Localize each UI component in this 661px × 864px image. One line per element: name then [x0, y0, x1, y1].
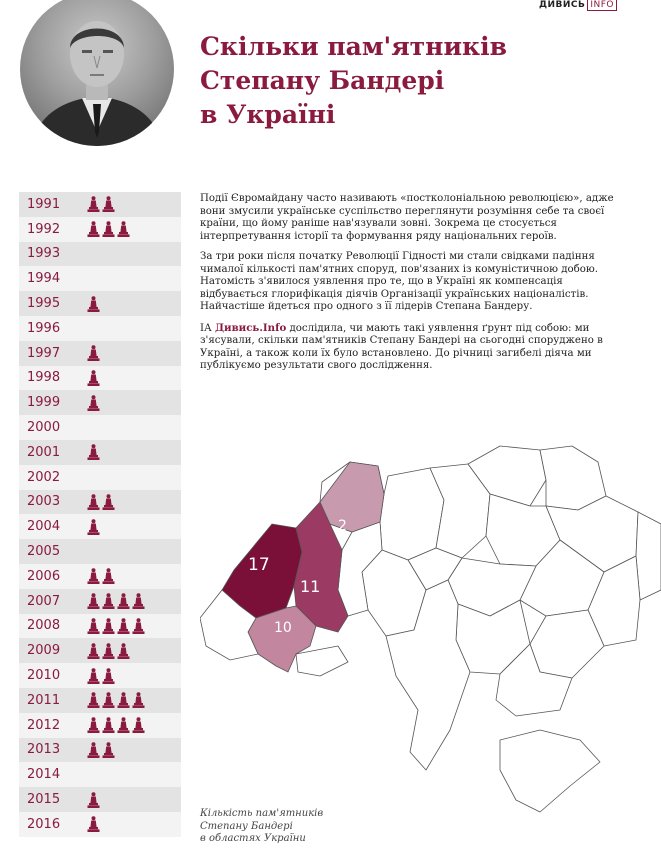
- monument-icon: [102, 568, 115, 584]
- brand-suffix: INFO: [587, 0, 617, 11]
- year-label: 2001: [27, 444, 61, 460]
- year-label: 1992: [27, 221, 61, 237]
- year-label: 2005: [27, 544, 61, 560]
- year-row: [19, 787, 181, 812]
- monument-icon: [102, 494, 115, 510]
- monument-icon: [132, 717, 145, 733]
- year-row: [19, 688, 181, 713]
- year-row: [19, 242, 181, 267]
- monument-count: [87, 692, 145, 708]
- page-title: [200, 30, 620, 132]
- monument-icon: [87, 444, 100, 460]
- monument-count: [87, 444, 100, 460]
- year-timeline: [19, 192, 181, 837]
- oblast-zaporizhzhia: [530, 610, 604, 678]
- year-row: [19, 490, 181, 515]
- monument-icon: [132, 593, 145, 609]
- intro-paragraph-1: Події Євромайдану часто називають «постколоніальною революцією», адже вони змусили українське суспільство переглянути розуміння себе та своєї країни, що йому раніше нав'язували зовні. Зокрема це стосується інтерпретування історії та формування ряду національних героїв.: [200, 193, 614, 242]
- year-row: [19, 316, 181, 341]
- year-label: 1995: [27, 296, 61, 312]
- monument-count: [87, 668, 115, 684]
- monument-icon: [117, 692, 130, 708]
- year-label: 2012: [27, 717, 61, 733]
- title-line-1: Скільки пам'ятників: [200, 32, 507, 61]
- year-label: 1997: [27, 345, 61, 361]
- year-label: 2014: [27, 767, 61, 783]
- year-row: [19, 390, 181, 415]
- brand-name: ДИВИСЬ: [538, 0, 586, 10]
- oblast-chernivtsi: [296, 646, 348, 676]
- caption-line-1: Кількість пам'ятників: [200, 808, 324, 819]
- monument-count: [87, 593, 145, 609]
- intro-text: [200, 193, 620, 381]
- monument-count: [87, 494, 115, 510]
- year-label: 2011: [27, 692, 61, 708]
- monument-count: [87, 196, 115, 212]
- monument-icon: [87, 742, 100, 758]
- monument-icon: [102, 643, 115, 659]
- monument-icon: [102, 668, 115, 684]
- year-label: 2006: [27, 568, 61, 584]
- year-row: [19, 738, 181, 763]
- title-line-3: в Україні: [200, 100, 336, 129]
- brand-logo[interactable]: [539, 0, 617, 10]
- caption-line-3: в областях України: [200, 833, 306, 844]
- year-row: [19, 812, 181, 837]
- monument-icon: [102, 593, 115, 609]
- monument-count: [87, 792, 100, 808]
- region-label-lviv: 17: [248, 555, 270, 575]
- year-row: [19, 762, 181, 787]
- monument-icon: [102, 742, 115, 758]
- monument-count: [87, 519, 100, 535]
- monument-icon: [87, 668, 100, 684]
- monument-count: [87, 395, 100, 411]
- portrait-photo: [20, 0, 174, 146]
- caption-line-2: Степану Бандері: [200, 820, 293, 832]
- monument-icon: [87, 296, 100, 312]
- year-row: [19, 291, 181, 316]
- year-label: 2002: [27, 469, 61, 485]
- monument-count: [87, 742, 115, 758]
- monument-count: [87, 643, 130, 659]
- monument-icon: [87, 692, 100, 708]
- year-label: 2009: [27, 643, 61, 659]
- oblast-sumy: [540, 446, 606, 510]
- year-row: [19, 465, 181, 490]
- year-label: 2013: [27, 742, 61, 758]
- monument-icon: [117, 717, 130, 733]
- region-rivne: [320, 462, 384, 532]
- monument-icon: [87, 395, 100, 411]
- year-label: 2016: [27, 816, 61, 832]
- year-row: [19, 514, 181, 539]
- year-row: [19, 638, 181, 663]
- year-label: 2007: [27, 593, 61, 609]
- monument-icon: [102, 618, 115, 634]
- monument-icon: [87, 568, 100, 584]
- monument-icon: [102, 692, 115, 708]
- monument-icon: [87, 717, 100, 733]
- monument-icon: [87, 196, 100, 212]
- year-row: [19, 440, 181, 465]
- monument-icon: [132, 692, 145, 708]
- monument-icon: [117, 221, 130, 237]
- monument-icon: [87, 593, 100, 609]
- monument-icon: [117, 593, 130, 609]
- monument-icon: [132, 618, 145, 634]
- year-row: [19, 341, 181, 366]
- year-row: [19, 663, 181, 688]
- year-row: [19, 539, 181, 564]
- region-label-ternopil: 11: [300, 577, 321, 596]
- map-caption: [200, 808, 323, 846]
- year-label: 2000: [27, 420, 61, 436]
- monument-icon: [87, 792, 100, 808]
- monument-count: [87, 370, 100, 386]
- monument-count: [87, 345, 100, 361]
- region-label-rivne: 2: [338, 518, 347, 534]
- monument-icon: [117, 618, 130, 634]
- crimea: [500, 730, 600, 812]
- year-label: 1999: [27, 395, 61, 411]
- year-row: [19, 366, 181, 391]
- intro-paragraph-3-rest: дослідила, чи мають такі уявлення ґрунт під собою: ми з'ясували, скільки пам'ятників Степану Бандері на сьогодні споруджено в Україні, а також коли їх було встановлено. До річниці загибелі діяча ми публікуємо результати свого дослідження.: [200, 322, 603, 371]
- intro-paragraph-3: [200, 322, 620, 373]
- year-label: 1998: [27, 370, 61, 386]
- monument-icon: [102, 221, 115, 237]
- year-label: 2008: [27, 618, 61, 634]
- monument-icon: [87, 494, 100, 510]
- oblast-zhytomyr: [380, 468, 444, 560]
- intro-paragraph-2: За три роки після початку Революції Гідності ми стали свідками падіння чималої кількості пам'ятних споруд, пов'язаних із комуністичною добою. Натомість з'явилося уявлення про те, що в Україні як компенсація відбувається глорифікація діячів Організації українських націоналістів. Найчастіше йдеться про одного з її лідерів Степана Бандеру.: [200, 251, 598, 312]
- year-label: 1993: [27, 246, 61, 262]
- year-row: [19, 415, 181, 440]
- year-row: [19, 713, 181, 738]
- year-label: 1996: [27, 320, 61, 336]
- year-row: [19, 266, 181, 291]
- monument-count: [87, 568, 115, 584]
- region-label-ivano-frankivsk: 10: [274, 620, 292, 636]
- monument-count: [87, 717, 145, 733]
- monument-count: [87, 618, 145, 634]
- year-row: [19, 217, 181, 242]
- source-link[interactable]: Дивись.Info: [214, 321, 287, 334]
- monument-icon: [87, 221, 100, 237]
- monument-icon: [87, 345, 100, 361]
- monument-icon: [102, 196, 115, 212]
- title-line-2: Степану Бандері: [200, 66, 445, 95]
- monument-count: [87, 296, 100, 312]
- monument-icon: [87, 643, 100, 659]
- ukraine-map: [200, 440, 661, 860]
- monument-icon: [87, 618, 100, 634]
- oblast-luhansk: [636, 512, 661, 600]
- year-label: 2003: [27, 494, 61, 510]
- monument-count: [87, 816, 100, 832]
- year-row: [19, 589, 181, 614]
- intro-paragraph-3-prefix: ІА: [200, 322, 215, 334]
- year-label: 2010: [27, 668, 61, 684]
- year-label: 2015: [27, 792, 61, 808]
- monument-icon: [87, 519, 100, 535]
- monument-count: [87, 221, 130, 237]
- monument-icon: [87, 816, 100, 832]
- year-row: [19, 564, 181, 589]
- year-row: [19, 192, 181, 217]
- monument-icon: [102, 717, 115, 733]
- monument-icon: [117, 643, 130, 659]
- year-label: 1994: [27, 271, 61, 287]
- year-row: [19, 614, 181, 639]
- monument-icon: [87, 370, 100, 386]
- year-label: 2004: [27, 519, 61, 535]
- year-label: 1991: [27, 196, 61, 212]
